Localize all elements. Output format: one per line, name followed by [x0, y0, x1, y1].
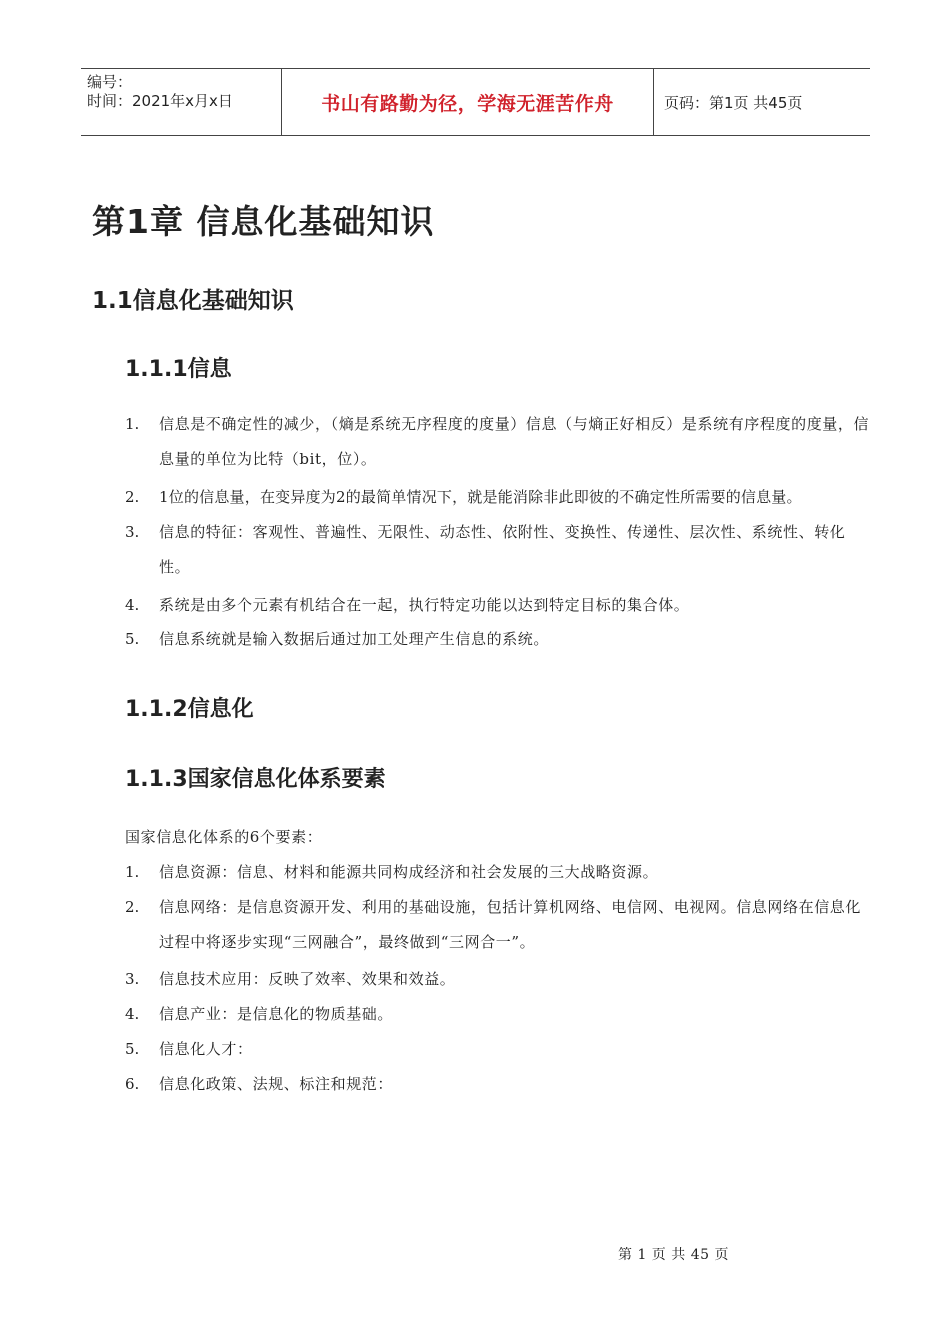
- list-number: 2.: [125, 488, 140, 506]
- list-text: 信息的特征：客观性、普遍性、无限性、动态性、依附性、变换性、传递性、层次性、系统性、转化性。: [159, 523, 846, 576]
- list-text: 信息化政策、法规、标注和规范：: [159, 1075, 394, 1093]
- list-text: 信息产业：是信息化的物质基础。: [159, 1005, 394, 1023]
- list-text: 系统是由多个元素有机结合在一起，执行特定功能以达到特定目标的集合体。: [159, 596, 690, 614]
- list-text: 信息化人才：: [159, 1040, 253, 1058]
- list-text: 1位的信息量，在变异度为2的最简单情况下，就是能消除非此即彼的不确定性所需要的信息量。: [159, 488, 802, 506]
- list-number: 2.: [125, 898, 140, 916]
- list-text: 信息系统就是输入数据后通过加工处理产生信息的系统。: [159, 630, 550, 648]
- list-item: [125, 1067, 875, 1102]
- list-item: [125, 407, 875, 477]
- header-motto: 书山有路勤为径，学海无涯苦作舟: [321, 92, 614, 115]
- list-number: 5.: [125, 630, 140, 648]
- list-number: 1.: [125, 415, 140, 433]
- document-date: 时间：2021年x月x日: [87, 92, 233, 110]
- section-title: 1.1信息化基础知识: [92, 288, 294, 314]
- chapter-title: 第1章 信息化基础知识: [92, 202, 435, 241]
- header-page-info: 页码：第1页 共45页: [664, 93, 803, 112]
- document-number-label: 编号：: [87, 73, 133, 91]
- list-number: 3.: [125, 523, 140, 541]
- list-item: [125, 962, 875, 997]
- list-item: [125, 622, 875, 657]
- list-item: [125, 855, 875, 890]
- list-number: 4.: [125, 596, 140, 614]
- list-item: [125, 588, 875, 623]
- list-item: [125, 890, 875, 960]
- list-number: 1.: [125, 863, 140, 881]
- list-number: 4.: [125, 1005, 140, 1023]
- list-item: [125, 515, 875, 585]
- list-text: 信息网络：是信息资源开发、利用的基础设施，包括计算机网络、电信网、电视网。信息网络在信息化过程中将逐步实现“三网融合”，最终做到“三网合一”。: [159, 898, 862, 951]
- subsection-title-3: 1.1.3国家信息化体系要素: [125, 767, 386, 792]
- list-number: 6.: [125, 1075, 140, 1093]
- list-item: [125, 480, 875, 515]
- header-meta: [81, 69, 281, 135]
- subsection-intro: 国家信息化体系的6个要素：: [125, 828, 323, 846]
- page-footer: 第 1 页 共 45 页: [618, 1247, 729, 1263]
- subsection-title-1: 1.1.1信息: [125, 357, 232, 382]
- header-motto-cell: [281, 69, 654, 135]
- page-header: [81, 68, 870, 136]
- list-number: 5.: [125, 1040, 140, 1058]
- list-text: 信息是不确定性的减少，（熵是系统无序程度的度量）信息（与熵正好相反）是系统有序程度的度量，信息量的单位为比特（bit，位）。: [159, 415, 870, 468]
- subsection-title-2: 1.1.2信息化: [125, 697, 254, 722]
- list-text: 信息技术应用：反映了效率、效果和效益。: [159, 970, 456, 988]
- list-item: [125, 1032, 875, 1067]
- list-number: 3.: [125, 970, 140, 988]
- list-text: 信息资源：信息、材料和能源共同构成经济和社会发展的三大战略资源。: [159, 863, 659, 881]
- list-item: [125, 997, 875, 1032]
